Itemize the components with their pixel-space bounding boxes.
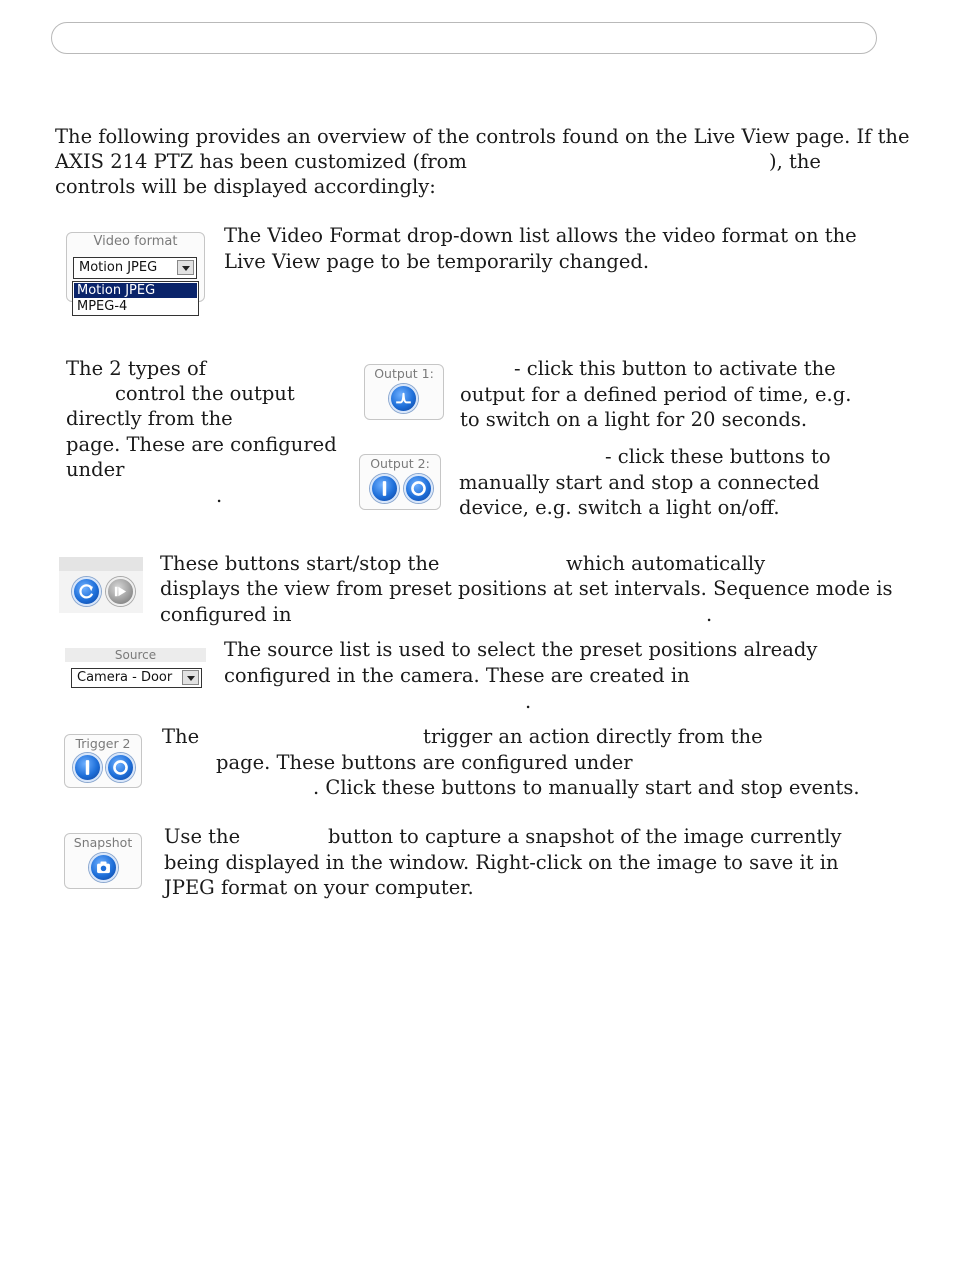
source-label: Source: [114, 648, 157, 662]
sequence-panel-header: [59, 557, 143, 571]
snapshot-button[interactable]: [89, 853, 118, 882]
output-off-button[interactable]: [404, 474, 433, 503]
output-intro-3: directly from the: [66, 407, 233, 430]
output-2-label: Output 2:: [370, 456, 430, 471]
output-intro-6: .: [216, 484, 223, 507]
intro-line-3: controls will be displayed accordingly:: [55, 175, 436, 198]
trigger-desc-1a: The: [162, 725, 200, 748]
sequence-desc-1b: which automatically: [566, 552, 766, 575]
trigger-off-button[interactable]: [106, 753, 135, 782]
snapshot-desc-1a: Use the: [164, 825, 241, 848]
power-off-icon: [406, 476, 431, 501]
page-header-frame: [51, 22, 877, 54]
trigger-on-button[interactable]: [73, 753, 102, 782]
sequence-start-button[interactable]: [72, 577, 101, 606]
source-desc-1: The source list is used to select the preset positions already: [224, 638, 818, 661]
output-intro-4: page. These are configured: [66, 433, 337, 456]
output-1-desc-1: - click this button to activate the: [514, 357, 836, 380]
source-selected: Camera - Door: [77, 670, 173, 685]
trigger-desc-1b: trigger an action directly from the: [423, 725, 763, 748]
sequence-desc-3a: configured in: [160, 603, 292, 626]
video-format-selected: Motion JPEG: [79, 260, 158, 275]
output-1-panel: [364, 364, 444, 420]
snapshot-desc-2: being displayed in the window. Right-click on the image to save it in: [164, 851, 839, 874]
video-format-option[interactable]: MPEG-4: [77, 299, 128, 314]
sequence-desc-3b: .: [706, 603, 713, 626]
power-on-icon: [75, 755, 100, 780]
output-pulse-button[interactable]: [389, 384, 418, 413]
source-desc-3: .: [525, 690, 532, 713]
output-2-desc-1: - click these buttons to: [605, 445, 831, 468]
chevron-down-icon[interactable]: [182, 670, 199, 685]
sequence-desc-1a: These buttons start/stop the: [160, 552, 440, 575]
output-intro-5: under: [66, 458, 125, 481]
snapshot-panel: [64, 833, 142, 889]
trigger-desc-3: . Click these buttons to manually start and stop events.: [313, 776, 860, 799]
trigger-panel: [64, 734, 142, 788]
chevron-down-icon[interactable]: [177, 260, 194, 275]
refresh-icon: [74, 579, 99, 604]
source-panel-header: [65, 648, 206, 662]
output-intro-2: control the output: [115, 382, 295, 405]
video-format-desc-2: Live View page to be temporarily changed.: [224, 250, 650, 273]
power-on-icon: [372, 476, 397, 501]
pulse-icon: [391, 386, 416, 411]
snapshot-label: Snapshot: [73, 835, 133, 850]
output-1-desc-3: to switch on a light for 20 seconds.: [460, 408, 808, 431]
play-icon: [108, 579, 133, 604]
snapshot-desc-3: JPEG format on your computer.: [164, 876, 474, 899]
sequence-stop-button[interactable]: [106, 577, 135, 606]
video-format-desc-1: The Video Format drop-down list allows the video format on the: [224, 224, 857, 247]
trigger-desc-2: page. These buttons are configured under: [216, 751, 633, 774]
output-2-desc-3: device, e.g. switch a light on/off.: [459, 496, 780, 519]
sequence-desc-2: displays the view from preset positions at set intervals. Sequence mode is: [160, 577, 893, 600]
output-on-button[interactable]: [370, 474, 399, 503]
video-format-option[interactable]: Motion JPEG: [74, 283, 197, 298]
output-2-panel: [359, 454, 441, 510]
output-intro-1: The 2 types of: [66, 357, 206, 380]
video-format-select[interactable]: [73, 257, 197, 279]
trigger-label: Trigger 2: [75, 736, 131, 751]
output-1-label: Output 1:: [374, 366, 434, 381]
output-2-desc-2: manually start and stop a connected: [459, 471, 820, 494]
output-1-desc-2: output for a defined period of time, e.g.: [460, 383, 852, 406]
power-off-icon: [108, 755, 133, 780]
source-select[interactable]: [71, 668, 202, 688]
video-format-dropdown-list: [72, 281, 199, 316]
video-format-label: Video format: [93, 234, 178, 249]
snapshot-desc-1b: button to capture a snapshot of the image currently: [328, 825, 842, 848]
sequence-panel: [59, 557, 143, 613]
intro-line-2-end: ), the: [769, 150, 821, 173]
intro-line-2: AXIS 214 PTZ has been customized (from: [55, 150, 467, 173]
camera-icon: [91, 855, 116, 880]
intro-line-1: The following provides an overview of the controls found on the Live View page. If the: [55, 125, 910, 148]
source-desc-2: configured in the camera. These are created in: [224, 664, 690, 687]
